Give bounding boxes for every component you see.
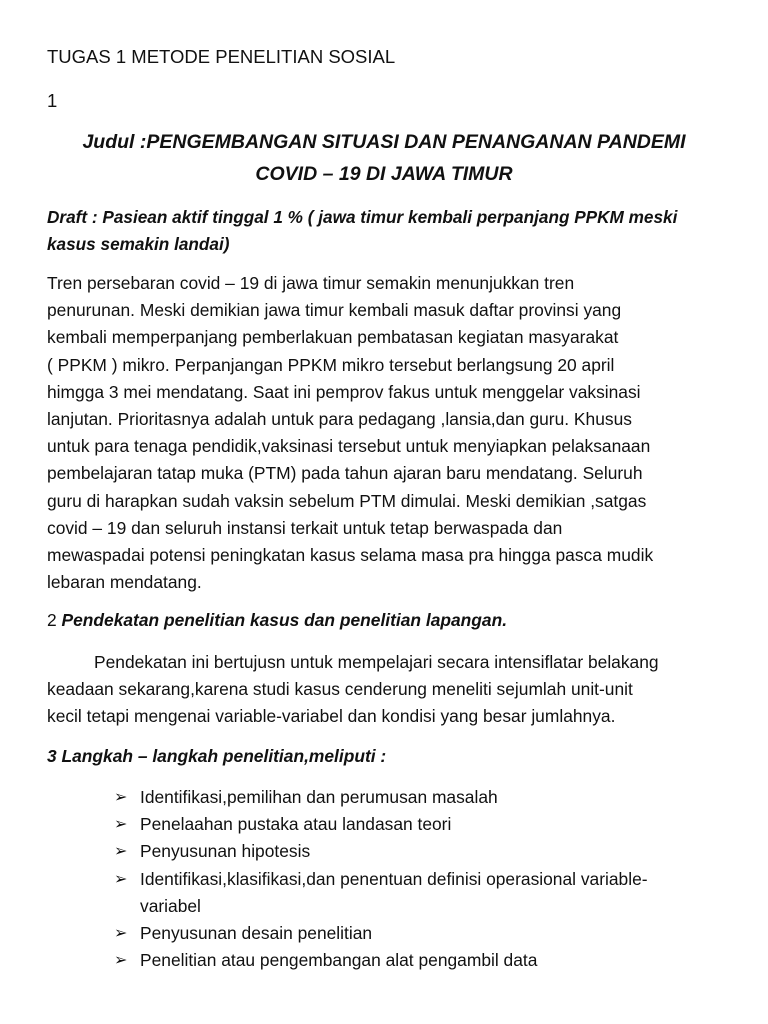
list-item-continuation (114, 893, 648, 920)
list-item-text: Penyusunan hipotesis (140, 841, 311, 862)
heading-line-2: COVID – 19 DI JAWA TIMUR (255, 163, 513, 185)
section-2-number: 2 (47, 610, 57, 630)
paragraph-1-line: himgga 3 mei mendatang. Saat ini pemprov fakus untuk menggelar vaksinasi (47, 381, 641, 402)
list-item-text: Penelitian atau pengembangan alat pengambil data (140, 950, 538, 971)
list-item-text: variabel (140, 895, 201, 916)
list-item-text: Identifikasi,klasifikasi,dan penentuan definisi operasional variable- (140, 868, 648, 889)
paragraph-1-line: guru di harapkan sudah vaksin sebelum PTM dimulai. Meski demikian ,satgas (47, 490, 647, 511)
paragraph-1-line: pembelajaran tatap muka (PTM) pada tahun ajaran baru mendatang. Seluruh (47, 463, 643, 484)
paragraph-1-line: lebaran mendatang. (47, 572, 202, 593)
arrow-bullet-icon: ➢ (114, 789, 128, 806)
heading-line-1: Judul :PENGEMBANGAN SITUASI DAN PENANGANAN PANDEMI (82, 131, 686, 153)
list-item (114, 838, 648, 865)
paragraph-1-line: mewaspadai potensi peningkatan kasus selama masa pra hingga pasca mudik (47, 545, 654, 566)
list-item-text: Identifikasi,pemilihan dan perumusan masalah (140, 787, 498, 807)
list-item (114, 784, 648, 811)
paragraph-2-line: Pendekatan ini bertujusn untuk mempelajari secara intensiflatar belakang (94, 652, 659, 672)
arrow-bullet-icon: ➢ (114, 952, 128, 970)
section-1-number: 1 (47, 90, 58, 111)
document-title: TUGAS 1 METODE PENELITIAN SOSIAL (47, 46, 396, 67)
list-item-text: Penelaahan pustaka atau landasan teori (140, 814, 452, 835)
paragraph-2-line: kecil tetapi mengenai variable-variabel dan kondisi yang besar jumlahnya. (47, 706, 616, 727)
paragraph-1 (47, 270, 747, 596)
paragraph-2-line: keadaan sekarang,karena studi kasus cenderung meneliti sejumlah unit-unit (47, 679, 633, 700)
list-item (114, 920, 648, 947)
paragraph-1-line: kembali memperpanjang pemberlakuan pembatasan kegiatan masyarakat (47, 327, 619, 348)
list-item (114, 947, 648, 974)
paragraph-2 (47, 649, 747, 731)
section-2-heading (47, 610, 507, 631)
draft-line-1: Draft : Pasiean aktif tinggal 1 % ( jawa timur kembali perpanjang PPKM meski (47, 207, 678, 227)
draft-line-2: kasus semakin landai) (47, 234, 230, 254)
paragraph-1-line: Tren persebaran covid – 19 di jawa timur semakin menunjukkan tren (47, 273, 575, 293)
arrow-bullet-icon: ➢ (114, 843, 128, 861)
list-item-text: Penyusunan desain penelitian (140, 923, 373, 944)
arrow-bullet-icon: ➢ (114, 925, 128, 943)
section-3-heading: 3 Langkah – langkah penelitian,meliputi : (47, 746, 387, 766)
paragraph-1-line: covid – 19 dan seluruh instansi terkait untuk tetap berwaspada dan (47, 517, 563, 538)
paragraph-1-line: untuk para tenaga pendidik,vaksinasi tersebut untuk menyiapkan pelaksanaan (47, 436, 651, 457)
arrow-bullet-icon: ➢ (114, 816, 128, 834)
arrow-bullet-icon: ➢ (114, 870, 128, 888)
paragraph-1-line: penurunan. Meski demikian jawa timur kembali masuk daftar provinsi yang (47, 300, 622, 321)
list-item (114, 811, 648, 838)
list-item (114, 866, 648, 893)
section-2-title: Pendekatan penelitian kasus dan penelitian lapangan. (61, 610, 508, 630)
paragraph-1-line: ( PPKM ) mikro. Perpanjangan PPKM mikro tersebut berlangsung 20 april (47, 354, 615, 375)
paragraph-1-line: lanjutan. Prioritasnya adalah untuk para pedagang ,lansia,dan guru. Khusus (47, 409, 632, 430)
steps-list (114, 784, 648, 974)
